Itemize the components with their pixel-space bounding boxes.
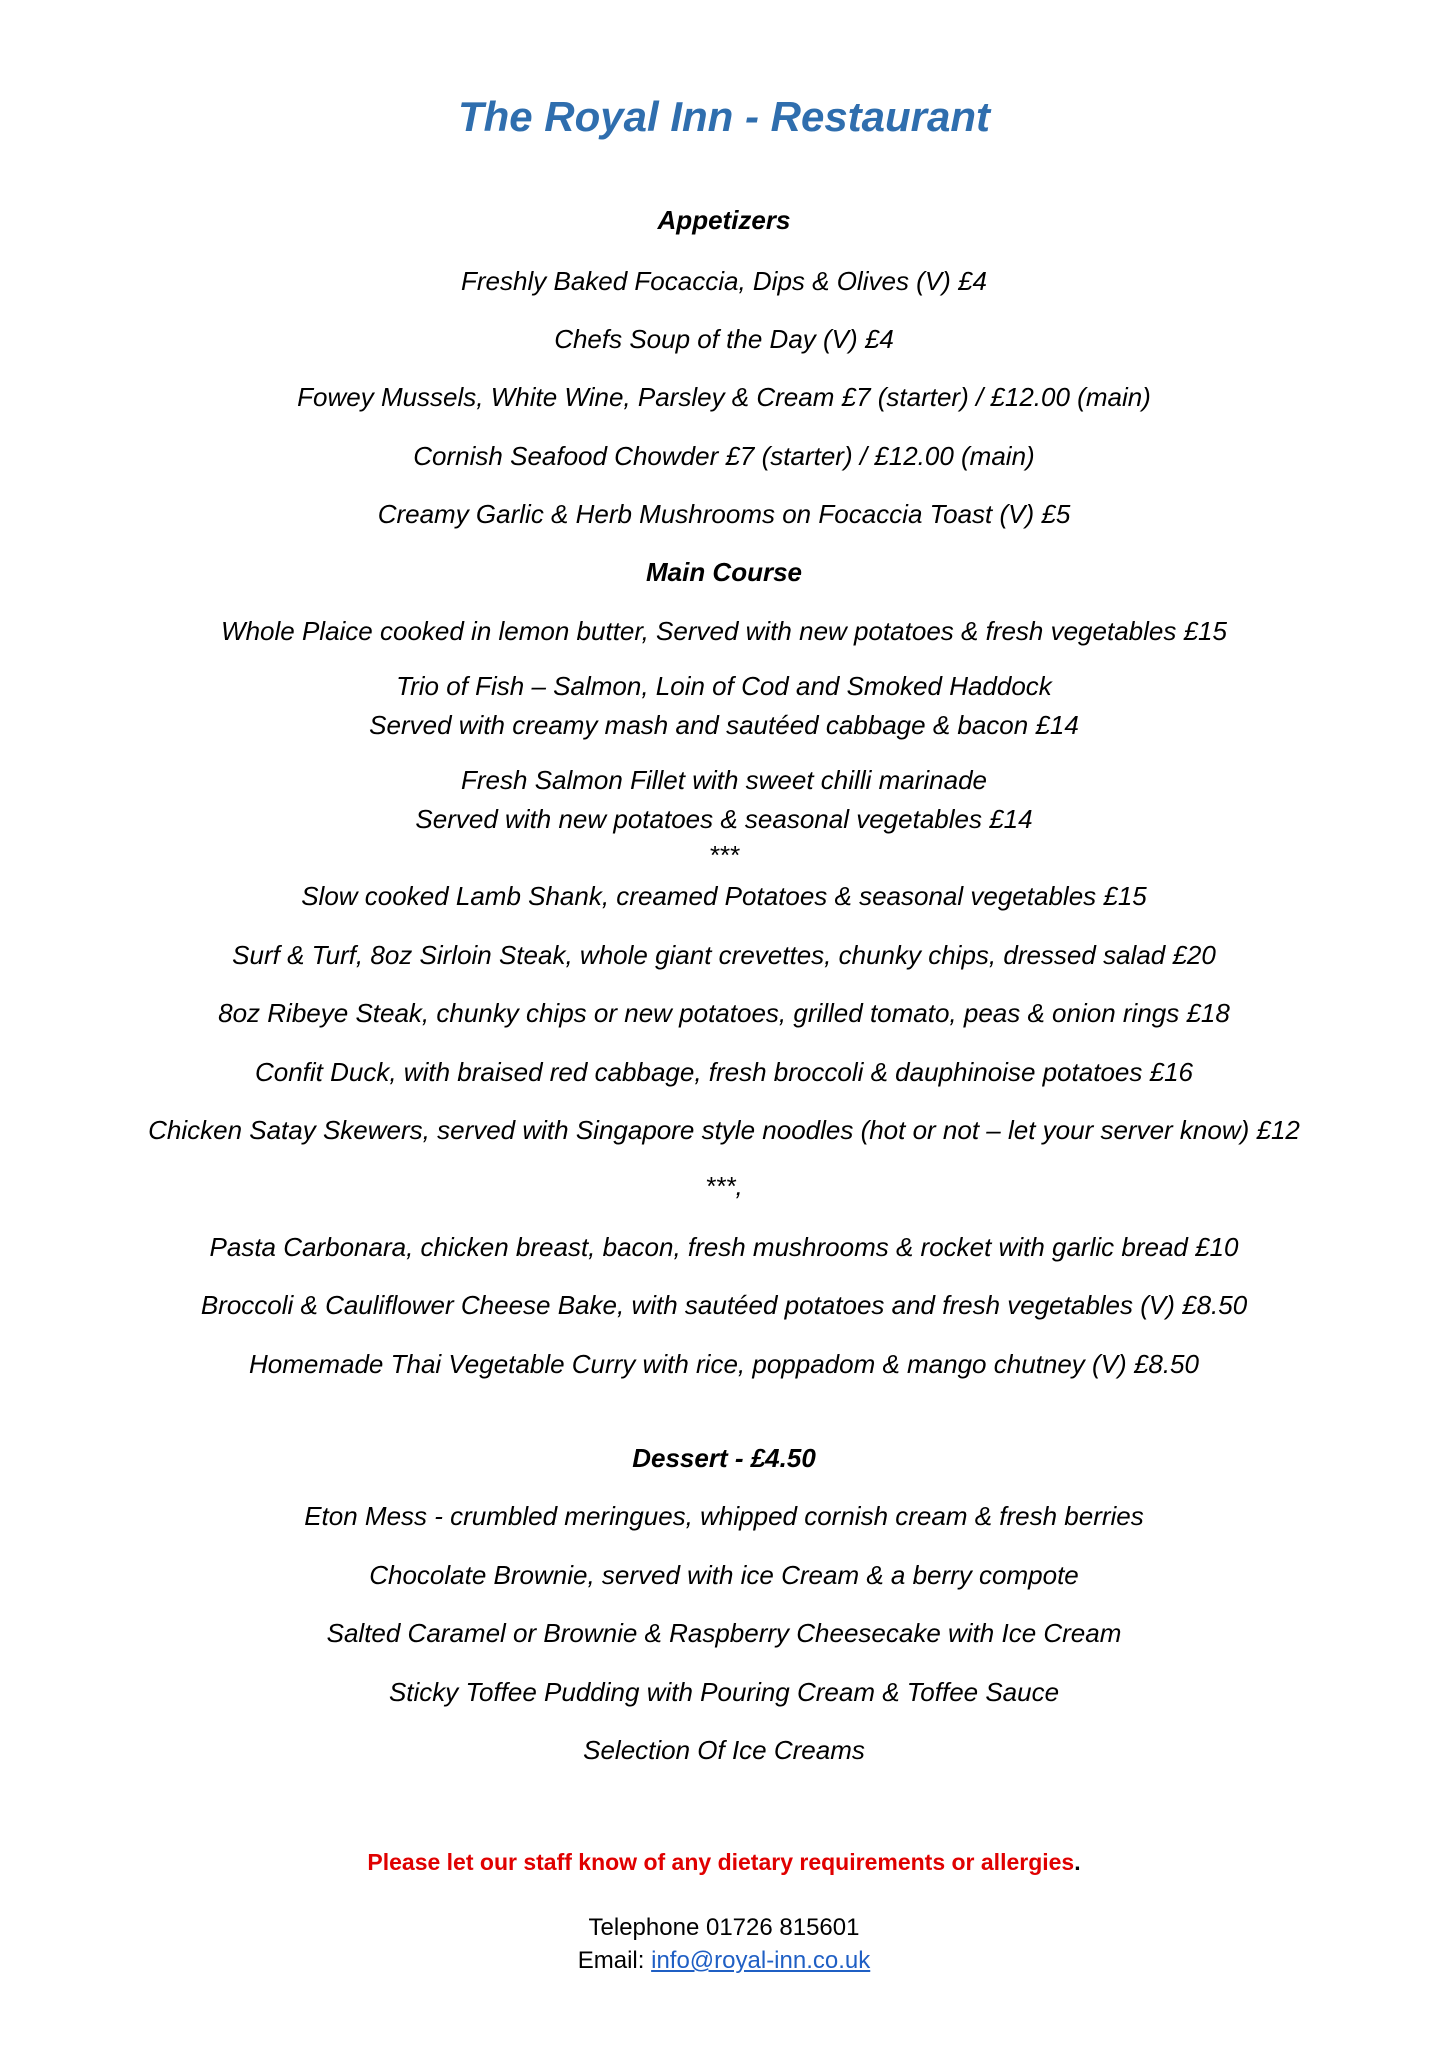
telephone: Telephone 01726 815601 (588, 1914, 860, 1941)
main-course-item: Homemade Thai Vegetable Curry with rice, poppadom & mango chutney (V) £8.50 (249, 1349, 1199, 1379)
main-course-item: Served with creamy mash and sautéed cabbage & bacon £14 (369, 710, 1079, 740)
main-course-item: Whole Plaice cooked in lemon butter, Served with new potatoes & fresh vegetables £15 (221, 616, 1227, 646)
dessert-heading: Dessert - £4.50 (632, 1443, 816, 1473)
main-course-item: Surf & Turf, 8oz Sirloin Steak, whole giant crevettes, chunky chips, dressed salad £20 (232, 940, 1216, 970)
main-course-item: Trio of Fish – Salmon, Loin of Cod and Smoked Haddock (396, 671, 1052, 701)
dessert-item: Chocolate Brownie, served with ice Cream & a berry compote (369, 1560, 1079, 1590)
dessert-item: Eton Mess - crumbled meringues, whipped cornish cream & fresh berries (304, 1501, 1144, 1531)
appetizer-item: Freshly Baked Focaccia, Dips & Olives (V) £4 (461, 266, 987, 296)
appetizer-item: Fowey Mussels, White Wine, Parsley & Cream £7 (starter) / £12.00 (main) (297, 382, 1151, 412)
appetizer-item: Cornish Seafood Chowder £7 (starter) / £12.00 (main) (413, 441, 1035, 471)
main-course-item: Broccoli & Cauliflower Cheese Bake, with sautéed potatoes and fresh vegetables (V) £8.50 (200, 1290, 1248, 1320)
appetizer-item: Chefs Soup of the Day (V) £4 (554, 324, 894, 354)
dessert-item: Salted Caramel or Brownie & Raspberry Cheesecake with Ice Cream (326, 1618, 1122, 1648)
allergy-notice-end: . (1074, 1849, 1081, 1875)
main-course-item: 8oz Ribeye Steak, chunky chips or new potatoes, grilled tomato, peas & onion rings £18 (218, 998, 1230, 1028)
main-course-heading: Main Course (645, 557, 803, 587)
appetizers-heading: Appetizers (657, 205, 791, 235)
main-course-item: Pasta Carbonara, chicken breast, bacon, fresh mushrooms & rocket with garlic bread £10 (209, 1232, 1239, 1262)
separator: ***, (705, 1171, 743, 1201)
main-course-item: Slow cooked Lamb Shank, creamed Potatoes & seasonal vegetables £15 (301, 881, 1147, 911)
email-link[interactable]: info@royal-inn.co.uk (651, 1947, 871, 1974)
main-course-item: Confit Duck, with braised red cabbage, fresh broccoli & dauphinoise potatoes £16 (254, 1057, 1193, 1087)
allergy-notice (0, 1846, 1448, 1878)
email-label: Email: (577, 1947, 652, 1974)
dessert-item: Sticky Toffee Pudding with Pouring Cream & Toffee Sauce (388, 1677, 1060, 1707)
main-course-item: Chicken Satay Skewers, served with Singapore style noodles (hot or not – let your server know) £12 (148, 1115, 1300, 1145)
page-title: The Royal Inn - Restaurant (457, 93, 991, 140)
main-course-item: Served with new potatoes & seasonal vegetables £14 (415, 804, 1033, 834)
email-line (0, 1946, 1448, 1976)
allergy-notice-text: Please let our staff know of any dietary requirements or allergies (367, 1849, 1075, 1875)
main-course-item: Fresh Salmon Fillet with sweet chilli marinade (461, 765, 987, 795)
appetizer-item: Creamy Garlic & Herb Mushrooms on Focaccia Toast (V) £5 (377, 499, 1071, 529)
dessert-item: Selection Of Ice Creams (583, 1735, 865, 1765)
separator: *** (708, 840, 740, 870)
